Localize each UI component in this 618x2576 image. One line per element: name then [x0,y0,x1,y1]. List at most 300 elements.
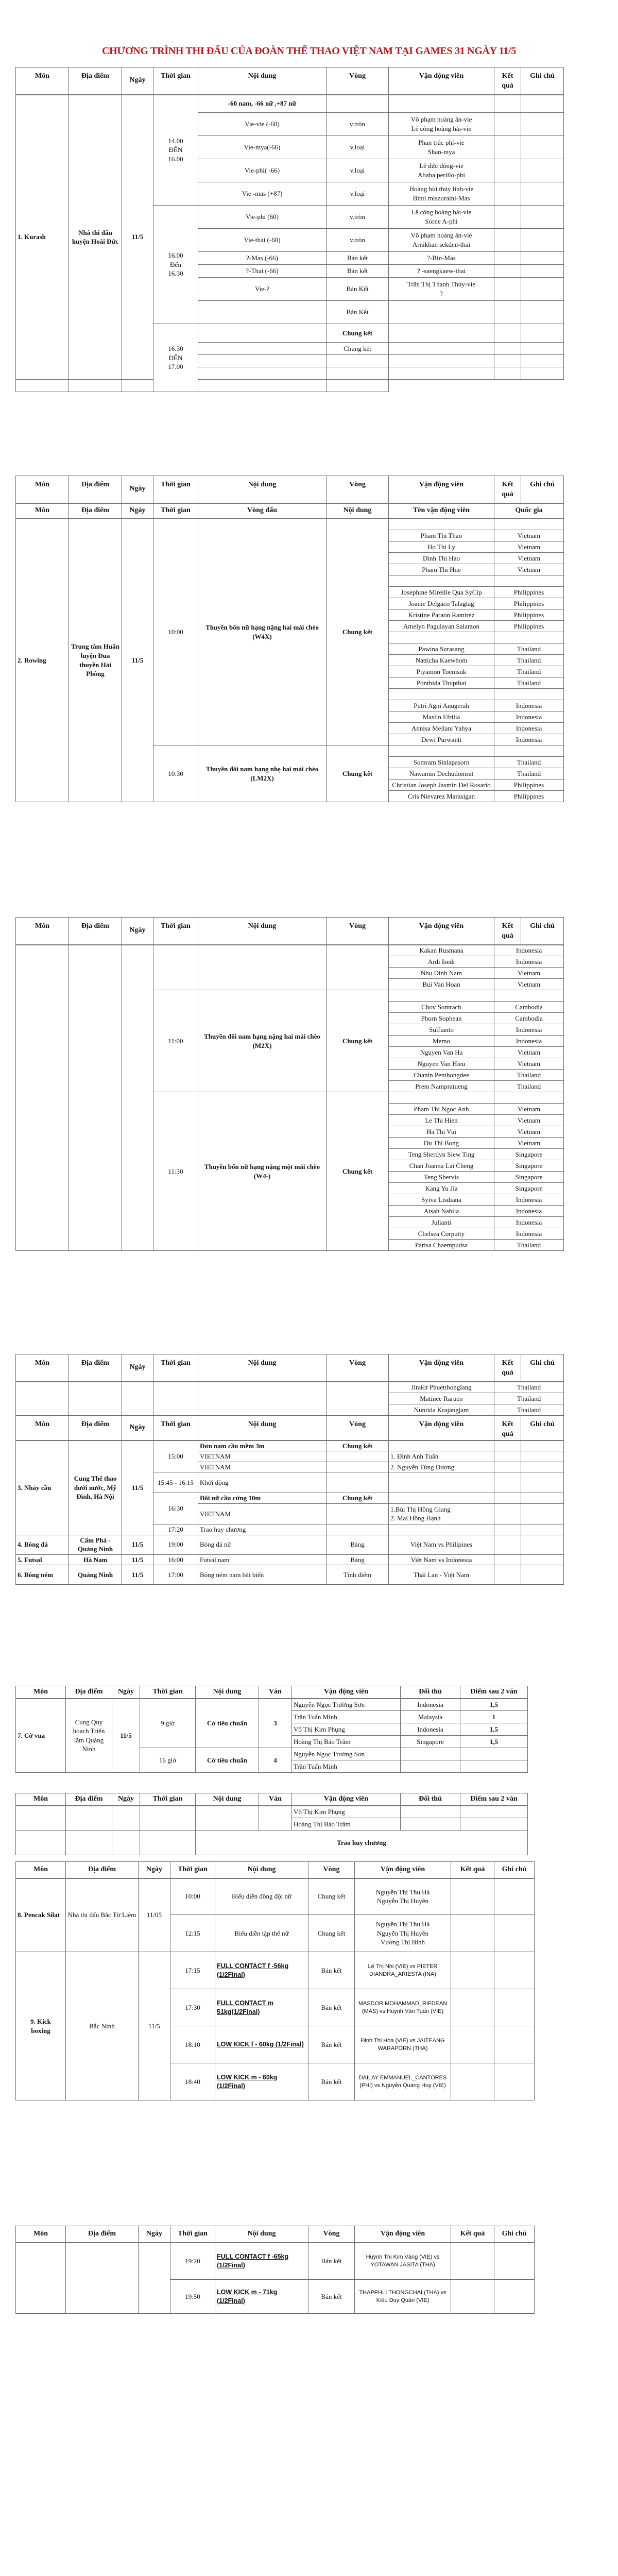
athlete-name [389,990,494,1002]
athlete-name: Nguyen Van Ha [389,1047,494,1058]
date [122,945,153,1251]
venue: Nhà thi đấu huyện Hoài Đức [69,95,122,380]
table-cell [521,1554,564,1565]
column-header: Ghi chú [521,1416,564,1440]
table-cell [494,278,521,301]
country: Vietnam [494,564,564,575]
column-header: Thời gian [153,476,198,503]
table-cell [521,1462,564,1472]
column-header: Kết quả [494,1416,521,1440]
column-header: Kết quả [451,1862,494,1878]
column-header: Ghi chú [494,2226,535,2243]
athletes: Việt Nam vs Philipines [389,1535,494,1554]
venue: Cẩm Phả - Quảng Ninh [69,1535,122,1554]
table-cell [521,206,564,229]
column-header: Ngày [139,2226,170,2243]
table-row [16,67,564,95]
athlete-name: Nhu Dinh Nam [389,968,494,979]
time: 16 giờ [140,1748,196,1773]
athlete-name: Pham Thi Thao [389,530,494,541]
athlete-name: Piyamon Toemsuk [389,666,494,677]
column-header: Nội dung [198,1416,327,1440]
time: 9 giờ [140,1699,196,1748]
country: Indonesia [494,700,564,711]
country: Vietnam [494,1104,564,1115]
table-cell [494,136,521,159]
table-cell [451,1989,494,2026]
rowing-diving-table [15,1354,564,1585]
time: 15:45 - 16:15 [153,1472,198,1493]
column-header: Ngày [139,1862,170,1878]
event-name: Thuyền đôi nam hạng nhẹ hai mái chèo (LM2X) [198,745,327,802]
opponent: Indonesia [401,1699,460,1711]
column-header: Vòng đấu [198,503,327,519]
table-cell [521,1535,564,1554]
athlete-name: Kakan Rusmana [389,945,494,956]
round: Chung kết [327,990,389,1092]
athlete-name: Natticha Kaewhom [389,655,494,666]
column-header: Thời gian [153,1354,198,1382]
table-row [16,1565,564,1585]
player-name: Hoàng Thị Bảo Trâm [292,1736,401,1748]
athlete-name: Prem Nampratueng [389,1081,494,1092]
table-cell [66,1806,112,1831]
table-row [16,1793,528,1806]
country [494,575,564,587]
table-cell [494,2243,535,2280]
table-cell [494,1503,521,1524]
table-cell [389,95,494,113]
table-cell [327,95,389,113]
country: Thailand [494,1240,564,1251]
table-row [16,1699,528,1711]
table-cell [521,265,564,278]
category: -60 nam, -66 nữ ,+87 nữ [198,95,327,113]
table-cell [521,1503,564,1524]
athlete-name: Kang Yu Jia [389,1183,494,1194]
sport-name: 9. Kick boxing [16,1952,66,2100]
column-header: Ngày [122,476,153,503]
sport-name: 3. Nhảy cầu [16,1440,69,1535]
column-header: Thời gian [153,1416,198,1440]
column-header: Môn [16,1354,69,1382]
country: Indonesia [494,945,564,956]
column-header: Môn [16,918,69,945]
date: 11/5 [112,1699,140,1773]
round: v.tròn [327,229,389,252]
country: Singapore [494,1160,564,1172]
column-header: Điểm sau 2 ván [460,1686,528,1699]
country: Vietnam [494,1138,564,1149]
event-content: LOW KICK f - 60kg (1/2Final) [215,2026,308,2063]
table-cell [140,1831,196,1855]
athletes: Võ phạm hoàng ân-vie Arnikhan sekden-thai [389,229,494,252]
sport-name: 2. Rowing [16,519,69,802]
player-name: Hoàng Thị Bảo Trâm [292,1818,401,1831]
column-header: Địa điểm [66,1862,139,1878]
athlete-name: Joanie Delgaco Talagtag [389,598,494,609]
country: Cambodia [494,1013,564,1024]
table-cell [494,301,521,324]
table-cell [122,380,153,392]
column-header: Thời gian [170,2226,215,2243]
athletes [389,301,494,324]
round: Chung kết [327,519,389,745]
table-cell [494,2026,535,2063]
score: 1,5 [460,1723,528,1736]
column-header: Vòng [327,476,389,503]
opponent [401,1760,460,1773]
column-header: Ngày [122,1416,153,1440]
table-row [16,1416,564,1440]
opponent [401,1806,460,1818]
country: Indonesia [494,711,564,723]
table-cell [259,1806,292,1831]
column-header: Môn [16,476,69,503]
athlete-name: Memo [389,1036,494,1047]
table-cell [112,1806,140,1831]
country: Singapore [494,1183,564,1194]
athlete-name: Phorn Sophean [389,1013,494,1024]
table-cell [521,182,564,206]
column-header: Thời gian [153,918,198,945]
event-content: LOW KICK m - 60kg (1/2Final) [215,2063,308,2100]
column-header: Thời gian [153,503,198,519]
table-row [16,1952,535,1989]
column-header: Vòng [308,1862,355,1878]
game-number: 3 [259,1699,292,1748]
table-cell [327,367,389,380]
event-content: Cờ tiêu chuẩn [196,1699,259,1748]
venue: Bắc Ninh [66,1952,139,2100]
round: Chung kết [327,745,389,802]
table-cell [66,1831,112,1855]
column-header: Ngày [122,503,153,519]
country: Vietnam [494,553,564,564]
date: 11/5 [122,1565,153,1585]
country: Indonesia [494,723,564,734]
athlete-name: Somram Sinlapasorn [389,757,494,768]
time: 17:30 [170,1989,215,2026]
table-cell [16,380,69,392]
venue: Cung Quy hoạch Triển lãm Quảng Ninh [66,1699,112,1773]
athlete-name [389,519,494,530]
round: Chung kết [327,1092,389,1251]
event-name: Thuyền bốn nữ hạng nặng một mái chèo (W4-) [198,1092,327,1251]
table-cell [198,380,327,392]
athlete-name: Ardi Isedi [389,956,494,968]
column-header: Ghi chú [521,67,564,95]
table-cell [451,1952,494,1989]
opponent: Singapore [401,1736,460,1748]
table-cell [451,1878,494,1915]
player-name: Võ Thị Kim Phụng [292,1806,401,1818]
event-content: FULL CONTACT m 51kg(1/2Final) [215,1989,308,2026]
event-content: VIETNAM [198,1451,327,1462]
column-header: Ngày [122,918,153,945]
table-cell [494,95,521,113]
athlete-name [389,575,494,587]
table-cell [521,229,564,252]
country: Vietnam [494,1058,564,1070]
column-header: Vòng [327,1354,389,1382]
round [327,1451,389,1462]
date: 11/5 [122,1440,153,1535]
athletes: Việt Nam vs Indonesia [389,1554,494,1565]
athletes: Nguyễn Thị Thu Hà Nguyễn Thị Huyền [355,1878,451,1915]
athlete-name: Pham Thi Hue [389,564,494,575]
round: v.tròn [327,113,389,136]
match-content: Vie-vie (-60) [198,113,327,136]
column-header: Thời gian [140,1686,196,1699]
column-header: Điểm sau 2 ván [460,1793,528,1806]
athletes: 1. Đinh Anh Tuấn [389,1451,494,1462]
rowing-table-1 [15,476,564,802]
column-header: Môn [16,1862,66,1878]
event-name: Thuyền đôi nam hạng nặng hai mái chèo (M2X) [198,990,327,1092]
country: Philippines [494,598,564,609]
round: Chung kết [308,1915,355,1952]
table-cell [494,1493,521,1504]
table-row [16,476,564,503]
column-header: Ghi chú [521,476,564,503]
match-content: ?-Thai (-66) [198,265,327,278]
column-header: Nội dung [198,1354,327,1382]
table-cell [521,324,564,343]
athlete-name: Josephine Mireille Qua SyCip [389,587,494,598]
athlete-name: Matinee Raruen [389,1393,494,1404]
player-name: Trần Tuấn Minh [292,1760,401,1773]
time: 10:30 [153,745,198,802]
column-header: Vận động viên [292,1686,401,1699]
country: Vietnam [494,1126,564,1138]
table-row [16,1354,564,1382]
round: Bán kết [308,1952,355,1989]
athlete-name: Chelsea Corputty [389,1228,494,1240]
table-cell [521,252,564,265]
athletes: Lê Thị Nhi (VIE) vs PIETER DIANDRA_ARIESTA (INA) [355,1952,451,1989]
column-header: Vận động viên [355,1862,451,1878]
country: Philippines [494,609,564,621]
country: Vietnam [494,1115,564,1126]
time: 17:15 [170,1952,215,1989]
score [460,1806,528,1818]
table-row [16,2243,535,2280]
sport-name: 8. Pencak Silat [16,1878,66,1952]
country: Indonesia [494,1206,564,1217]
silat-kickboxing-table [15,1861,535,2100]
country: Singapore [494,1149,564,1160]
event-content: Biểu diễn tập thể nữ [215,1915,308,1952]
event-content: Cờ tiêu chuẩn [196,1748,259,1773]
country: Indonesia [494,1024,564,1036]
round: v.loại [327,159,389,182]
table-row [16,519,564,530]
score [460,1818,528,1831]
country [494,1092,564,1104]
time: 11:30 [153,1092,198,1251]
match-content: Vie-mya(-66) [198,136,327,159]
column-header: Kết quả [494,67,521,95]
time: 14.00 ĐẾN 16.00 [153,95,198,206]
athletes: Lê đức đông-vie Ababa perillo-phi [389,159,494,182]
athletes: Lê công hoàng hải-vie Sorne A-phi [389,206,494,229]
time: 11:00 [153,990,198,1092]
athlete-name: Pawina Surasang [389,643,494,655]
column-header: Nội dung [327,503,389,519]
column-header: Kết quả [494,918,521,945]
table-cell [66,2243,139,2314]
match-content: Vie -mas (+87) [198,182,327,206]
column-header: Vòng [308,2226,355,2243]
athlete-name: Putri Agni Anugerah [389,700,494,711]
table-cell [494,1535,521,1554]
player-name: Võ Thị Kim Phụng [292,1723,401,1736]
round: v.loại [327,182,389,206]
athletes [389,1440,494,1451]
table-cell [521,367,564,380]
column-header: Nội dung [198,476,327,503]
country [494,689,564,700]
table-cell [494,1878,535,1915]
table-row [16,945,564,956]
athletes [389,1472,494,1493]
table-cell [521,159,564,182]
column-header: Vận động viên [389,476,494,503]
date: 11/5 [122,95,153,380]
country: Singapore [494,1172,564,1183]
athlete-name [389,745,494,757]
table-cell [494,1440,521,1451]
sport-name: 5. Futsal [16,1554,69,1565]
table-cell [494,1554,521,1565]
athletes: Đinh Thị Hoa (VIE) vs JAITEANG WARAPORN (THA) [355,2026,451,2063]
table-cell [494,324,521,343]
table-row [16,1831,528,1855]
table-cell [521,1524,564,1535]
athletes: Huỳnh Thị Kim Vàng (VIE) vs YOTAWAN JASITA (THA) [355,2243,451,2280]
column-header: Kết quả [451,2226,494,2243]
athlete-name [389,632,494,643]
country: Indonesia [494,1217,564,1228]
column-header: Đối thủ [401,1686,460,1699]
sport-name [16,945,69,1251]
venue: Cung Thể thao dưới nước, Mỹ Đình, Hà Nội [69,1440,122,1535]
event-content: Khởi động [198,1472,327,1493]
table-cell [494,1915,535,1952]
country [494,745,564,757]
country: Thailand [494,1404,564,1416]
column-header: Ván [259,1793,292,1806]
venue: Quảng Ninh [69,1565,122,1585]
table-cell [494,113,521,136]
round: Bán kết [308,2026,355,2063]
athlete-name: Amelyn Pagulayan Salarzon [389,621,494,632]
country: Philippines [494,621,564,632]
round: Chung kết [327,1440,389,1451]
column-header: Vận động viên [292,1793,401,1806]
time: 18:40 [170,2063,215,2100]
player-name: Nguyễn Ngọc Trường Sơn [292,1699,401,1711]
table-cell [153,1382,198,1416]
table-cell [521,1451,564,1462]
table-cell [494,206,521,229]
kickboxing-table-2 [15,2226,535,2314]
sport-name: 7. Cờ vua [16,1699,66,1773]
column-header: Vận động viên [389,918,494,945]
player-name: Nguyễn Ngọc Trường Sơn [292,1748,401,1760]
round: Bán kết [327,252,389,265]
table-cell [69,380,122,392]
table-cell [521,136,564,159]
country: Thailand [494,655,564,666]
table-cell [389,324,494,343]
country [494,519,564,530]
column-header: Địa điểm [66,2226,139,2243]
country: Vietnam [494,968,564,979]
country: Thailand [494,677,564,689]
country: Thailand [494,1393,564,1404]
time: 17:20 [153,1524,198,1535]
table-cell [451,2280,494,2314]
country [494,990,564,1002]
column-header: Môn [16,2226,66,2243]
opponent [401,1748,460,1760]
table-cell [494,1952,535,1989]
round [327,1503,389,1524]
column-header: Nội dung [215,1862,308,1878]
athlete-name: Dewi Purwanti [389,734,494,745]
table-cell [327,1382,389,1416]
column-header: Ngày [122,67,153,95]
event-content: Đôi nữ cầu cứng 10m [198,1493,327,1504]
date: 11/5 [122,1535,153,1554]
table-cell [521,1472,564,1493]
sport-name: 6. Bóng ném [16,1565,69,1585]
table-cell [122,1382,153,1416]
column-header: Thời gian [170,1862,215,1878]
athlete-name: Kristine Paraon Ramirez [389,609,494,621]
sport-name: 1. Kurash [16,95,69,380]
table-cell [451,1915,494,1952]
column-header: Địa điểm [66,1793,112,1806]
time: 19:50 [170,2280,215,2314]
athlete-name: Aisah Nabila [389,1206,494,1217]
athlete-name: Nuntida Krajangjam [389,1404,494,1416]
country [494,632,564,643]
round: Chung kết [308,1878,355,1915]
athlete-name [389,1092,494,1104]
table-cell [494,159,521,182]
table-row [16,95,564,113]
athlete-name: Dinh Thi Hao [389,553,494,564]
time [153,945,198,990]
table-row [16,380,564,392]
date: 11/5 [139,1952,170,2100]
match-content: Vie-? [198,278,327,301]
column-header: Ghi chú [521,918,564,945]
time: 19:20 [170,2243,215,2280]
athlete-name: Ponthida Thupthai [389,677,494,689]
column-header: Ngày [112,1793,140,1806]
time: 16:00 [153,1554,198,1565]
athlete-name: Cris Nievarez Marasigan [389,791,494,802]
time: 16.00 Đến 16.30 [153,206,198,324]
table-cell [140,1806,196,1831]
athlete-name: Pham Thi Ngoc Anh [389,1104,494,1115]
athlete-name: Christian Joseph Jasmin Del Rosario [389,779,494,791]
country: Thailand [494,768,564,779]
